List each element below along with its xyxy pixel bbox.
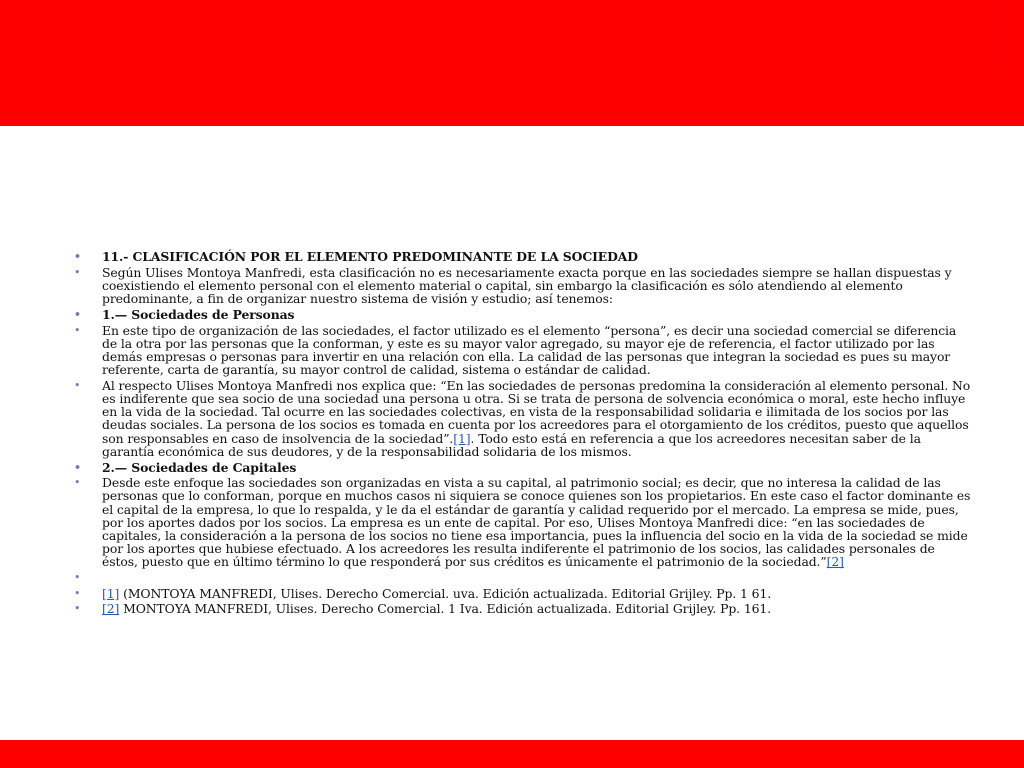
top-band-edge-line [993, 0, 994, 66]
paragraph-personas: • En este tipo de organización de las sociedades, el factor utilizado es el elemento “persona”, es decir una sociedad comercial se diferencia de la otra por las personas que la conforman, y este es su mayor valor agregado, su mayor eje de referencia, el factor utilizado por las demás empresas o personas para invertir en una relación con ella. La calidad de las personas que integran la sociedad es pues su mayor referente, carta de garantía, su mayor control de calidad, sistema o estándar de calidad. [72, 324, 972, 377]
footnote-link-2[interactable]: [2] [826, 554, 844, 570]
paragraph-capitales: • Desde este enfoque las sociedades son organizadas en vista a su capital, al patrimonio social; es decir, que no interesa la calidad de las personas que lo conforman, porque en muchos casos ni siquiera se conoce quienes son los propietarios. En este caso el factor dominante es el capital de la empresa, lo que lo respalda, y le da el estándar de garantía y calidad requerido por el mercado. La empresa se mide, pues, por los aportes dados por los socios. La empresa es un ente de capital. Por eso, Ulises Montoya Manfredi dice: “en las sociedades de capitales, la consideración a la persona de los socios no tiene esa importancia, pues la influencia del socio en la vida de la sociedad se mide por los aportes que hubiese efectuado. A los acreedores les resulta indiferente el patrimonio de los socios, las calidades personales de éstos, puesto que en último término lo que responderá por sus créditos es únicamente el patrimonio de la sociedad.”[2] [72, 476, 972, 568]
footnote-ref-1[interactable]: [1] [102, 585, 120, 601]
section-heading-clasificacion: • 11.- CLASIFICACIÓN POR EL ELEMENTO PREDOMINANTE DE LA SOCIEDAD [72, 250, 972, 263]
footnote-2: • [2] MONTOYA MANFREDI, Ulises. Derecho Comercial. 1 Iva. Edición actualizada. Editorial Grijley. Pp. 161. [72, 602, 972, 615]
empty-bullet [72, 571, 972, 584]
footnote-ref-2[interactable]: [2] [102, 601, 120, 617]
paragraph-intro: • Según Ulises Montoya Manfredi, esta clasificación no es necesariamente exacta porque en las sociedades siempre se hallan dispuestas y coexistiendo el elemento personal con el elemento material o capital, sin embargo la clasificación es sólo atendiendo al elemento predominante, a fin de organizar nuestro sistema de visión y estudio; así tenemos: [72, 266, 972, 306]
top-red-band [0, 0, 1024, 126]
section-heading-personas: • 1.— Sociedades de Personas [72, 308, 972, 321]
footnote-1: • [1] (MONTOYA MANFREDI, Ulises. Derecho Comercial. uva. Edición actualizada. Editorial Grijley. Pp. 1 61. [72, 587, 972, 600]
slide-content [72, 250, 972, 618]
footnote-link-1[interactable]: [1] [453, 430, 471, 446]
bottom-red-band [0, 740, 1024, 768]
paragraph-quote-personas: • Al respecto Ulises Montoya Manfredi nos explica que: “En las sociedades de personas predomina la consideración al elemento personal. No es indiferente que sea socio de una sociedad una persona u otra. Si se trata de persona de solvencia económica o moral, este hecho influye en la vida de la sociedad. Tal ocurre en las sociedades colectivas, en vista de la responsabilidad solidaria e ilimitada de los socios por las deudas sociales. La persona de los socios es tomada en cuenta por los acreedores para el otorgamiento de los créditos, puesto que aquellos son responsables en caso de insolvencia de la sociedad”.[1]. Todo esto está en referencia a que los acreedores necesitan saber de la garantía económica de sus deudores, y de la responsabilidad solidaria de los mismos. [72, 379, 972, 458]
bullet-list [72, 250, 972, 616]
section-heading-capitales: • 2.— Sociedades de Capitales [72, 461, 972, 474]
